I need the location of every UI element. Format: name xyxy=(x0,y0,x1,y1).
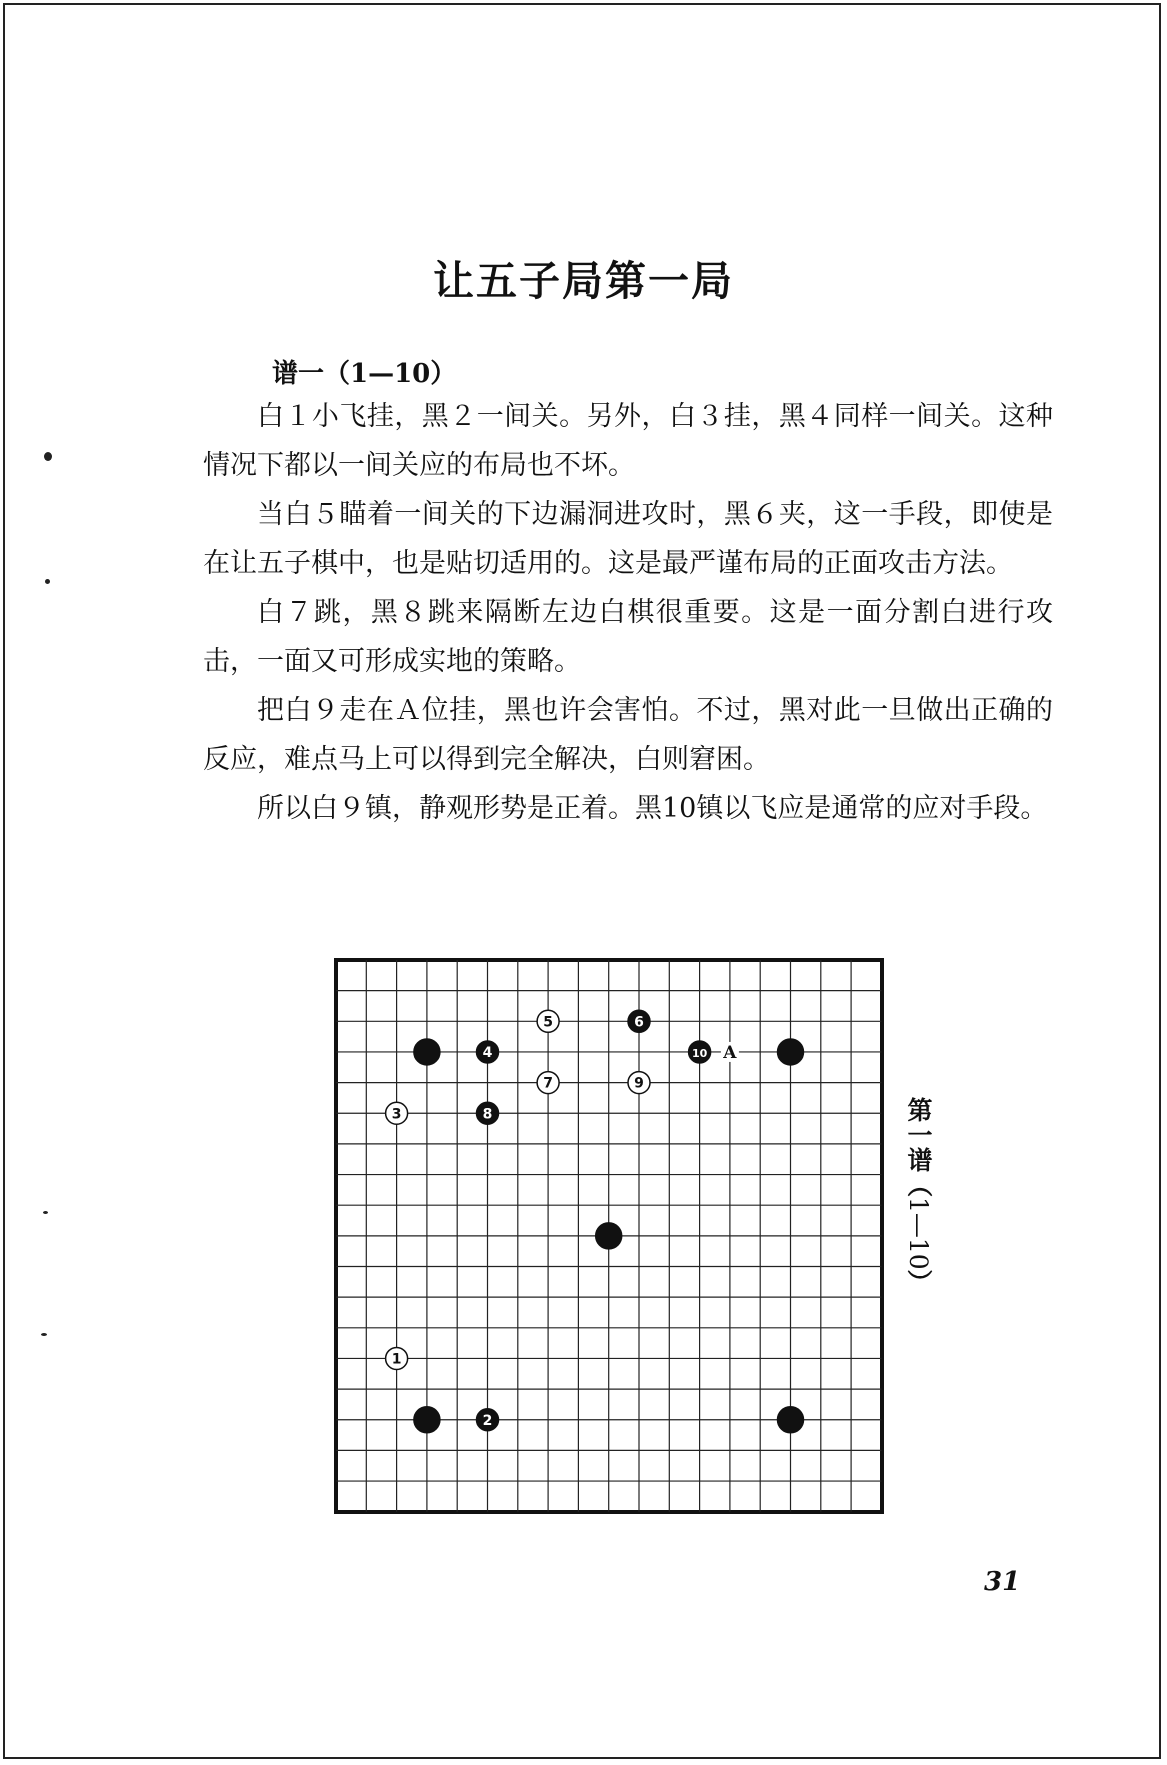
stone-label: 1 xyxy=(391,1351,402,1368)
black-stone xyxy=(778,1039,804,1065)
caption-close: ） xyxy=(904,1269,933,1295)
page-title: 让五子局第一局 xyxy=(433,257,734,305)
stone-handicap xyxy=(778,1407,804,1433)
body-text xyxy=(203,392,1053,833)
paragraph: 白１小飞挂，黑２一间关。另外，白３挂，黑４同样一间关。这种情况下都以一间关应的布局也不坏。 xyxy=(203,401,1053,481)
stone-label: 9 xyxy=(634,1075,644,1092)
scan-speck xyxy=(45,579,50,584)
stone-move-8 xyxy=(477,1102,499,1124)
stone-move-9 xyxy=(628,1072,650,1094)
stone-label: 7 xyxy=(543,1075,553,1092)
stone-label: 2 xyxy=(482,1412,493,1429)
stone-handicap xyxy=(414,1039,440,1065)
black-stone xyxy=(414,1407,440,1433)
section-heading: 谱一（1—10） xyxy=(272,359,457,389)
stone-move-6 xyxy=(628,1010,650,1032)
stone-label: 5 xyxy=(543,1014,553,1031)
stone-move-1 xyxy=(386,1347,408,1369)
paragraph: 当白５瞄着一间关的下边漏洞进攻时，黑６夹，这一手段，即使是在让五子棋中，也是贴切适用的。这是最严谨布局的正面攻击方法。 xyxy=(203,499,1053,579)
black-stone xyxy=(778,1407,804,1433)
caption-range: 1—10 xyxy=(904,1197,933,1270)
stone-move-5 xyxy=(537,1010,559,1032)
page-number: 31 xyxy=(984,1567,1021,1597)
paragraph: 白７跳，黑８跳来隔断左边白棋很重要。这是一面分割白进行攻击，一面又可形成实地的策略。 xyxy=(203,597,1053,677)
paragraph: 把白９走在Ａ位挂，黑也许会害怕。不过，黑对此一旦做出正确的反应，难点马上可以得到完全解决，白则窘困。 xyxy=(203,695,1053,775)
stone-label: 6 xyxy=(634,1014,644,1031)
stone-label: 3 xyxy=(391,1106,402,1123)
paragraph: 所以白９镇，静观形势是正着。黑10镇以飞应是通常的应对手段。 xyxy=(257,793,1048,824)
go-board-diagram xyxy=(331,955,887,1517)
stone-handicap xyxy=(414,1407,440,1433)
stone-move-10 xyxy=(689,1041,711,1063)
point-marker-a: A xyxy=(723,1042,737,1063)
caption-text: 第一谱（ xyxy=(904,1097,933,1197)
stone-move-4 xyxy=(477,1041,499,1063)
stone-move-7 xyxy=(537,1072,559,1094)
scan-speck xyxy=(41,1333,47,1336)
stone-handicap xyxy=(596,1223,622,1249)
stone-label: 4 xyxy=(482,1044,493,1061)
scan-speck xyxy=(44,452,52,461)
scan-speck xyxy=(43,1211,48,1214)
stone-handicap xyxy=(778,1039,804,1065)
stone-move-2 xyxy=(477,1409,499,1431)
black-stone xyxy=(414,1039,440,1065)
stone-move-3 xyxy=(386,1102,408,1124)
stone-label: 8 xyxy=(482,1106,493,1123)
stone-label: 10 xyxy=(691,1046,708,1060)
diagram-caption xyxy=(898,1097,938,1295)
black-stone xyxy=(596,1223,622,1249)
